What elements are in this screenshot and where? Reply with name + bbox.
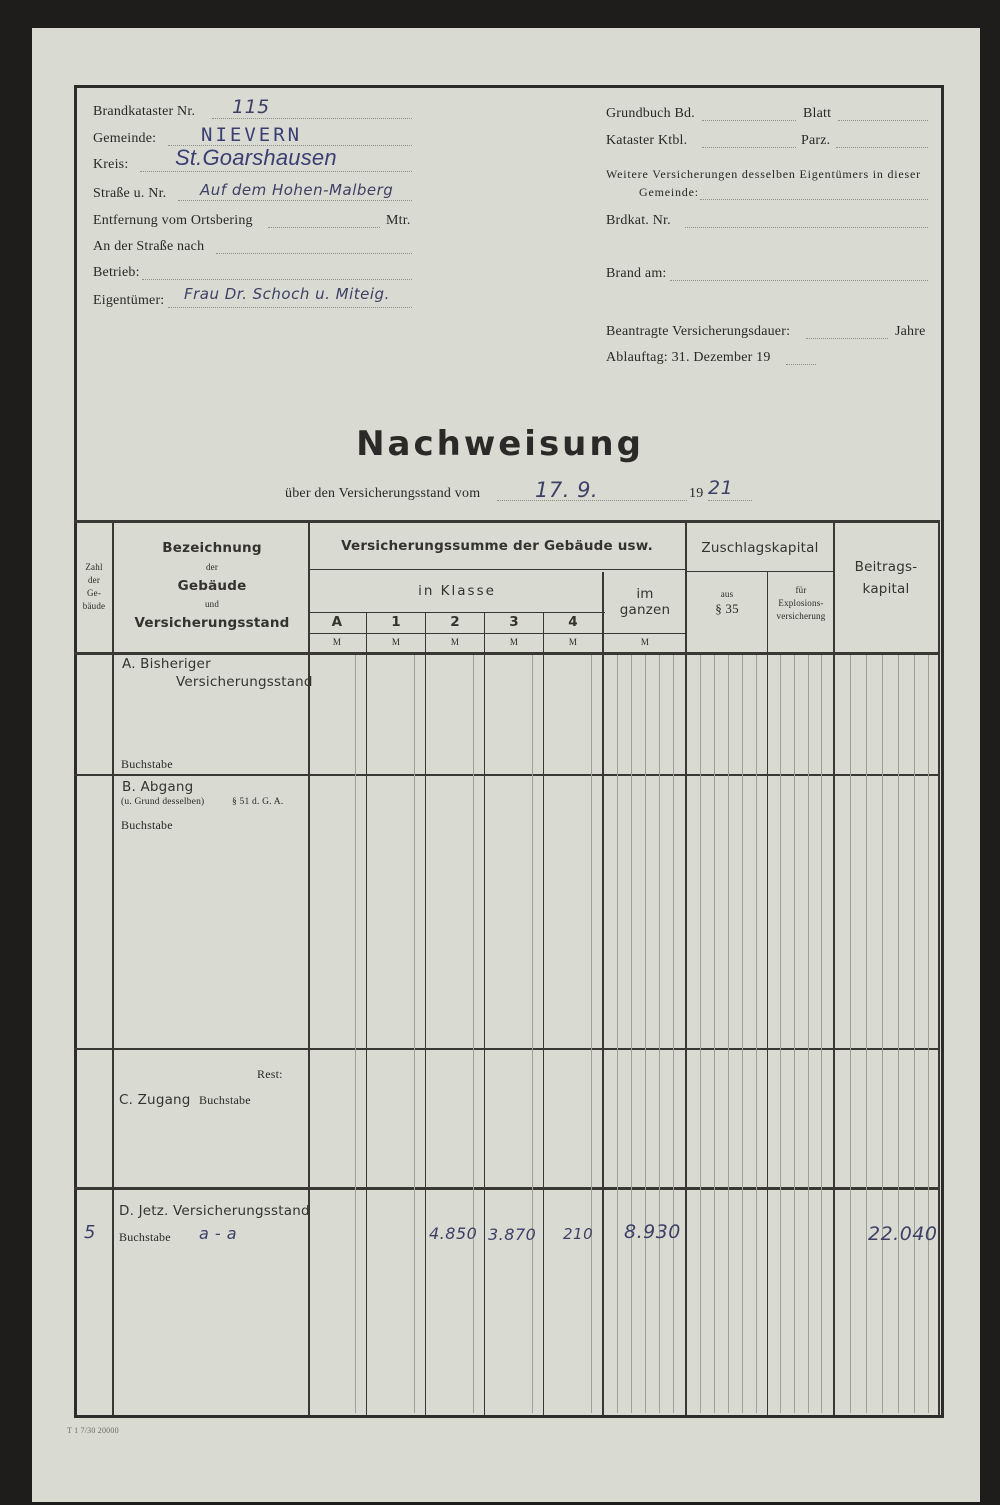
col-bez-3: Gebäude (177, 578, 247, 594)
entfernung-label: Entfernung vom Ortsbering (93, 213, 253, 228)
gemeinde-stamp: NIEVERN (201, 124, 303, 146)
col-aus-1: aus (720, 589, 734, 599)
strasse-label: Straße u. Nr. (93, 186, 167, 201)
col-klasse-a: A (331, 614, 343, 630)
row-d-klasse-2: 4.850 (429, 1224, 478, 1243)
col-zahl-3: Ge- (86, 588, 102, 598)
col-bez-5: Versicherungsstand (134, 615, 290, 631)
eigentuemer-value: Frau Dr. Schoch u. Miteig. (184, 285, 390, 303)
unit-a: M (332, 637, 342, 647)
subtitle-label: über den Versicherungsstand vom (285, 486, 481, 501)
col-ganzen-1: im (636, 586, 654, 602)
unit-ganzen: M (640, 637, 650, 647)
row-d-beitrag: 22.040 (868, 1223, 938, 1245)
col-klasse: in Klasse (418, 583, 496, 599)
jahre-label: Jahre (895, 324, 926, 339)
weitere-label-1: Weitere Versicherungen desselben Eigentümers in dieser (606, 167, 921, 181)
unit-2: M (450, 637, 460, 647)
row-b-title: B. Abgang (122, 779, 194, 795)
grundbuch-label: Grundbuch Bd. (606, 106, 695, 121)
col-zahl-1: Zahl (85, 562, 103, 572)
row-c-buchstabe: Buchstabe (199, 1093, 251, 1107)
col-bez-4: und (204, 599, 220, 609)
page-title: Nachweisung (356, 424, 644, 464)
brandkataster-value: 115 (232, 96, 270, 118)
parz-label: Parz. (801, 133, 831, 148)
col-klasse-3: 3 (509, 614, 519, 630)
row-rest: Rest: (257, 1067, 283, 1081)
col-klasse-1: 1 (391, 614, 401, 630)
blatt-label: Blatt (803, 106, 832, 121)
dauer-label: Beantragte Versicherungsdauer: (606, 324, 791, 339)
col-beitrag-1: Beitrags- (854, 559, 918, 575)
kataster-label: Kataster Ktbl. (606, 133, 688, 148)
row-a-buchstabe: Buchstabe (121, 757, 173, 771)
weitere-label-2: Gemeinde: (639, 185, 699, 199)
row-d-ganzen: 8.930 (624, 1221, 681, 1243)
brdkat-label: Brdkat. Nr. (606, 213, 671, 228)
col-beitrag-2: kapital (862, 581, 910, 597)
col-aus-2: § 35 (715, 601, 739, 616)
col-klasse-4: 4 (568, 614, 578, 630)
brandkataster-label: Brandkataster Nr. (93, 104, 196, 119)
subtitle-year: 21 (708, 477, 734, 499)
row-d-klasse-3: 3.870 (488, 1225, 537, 1244)
kreis-stamp: St.Goarshausen (175, 145, 337, 170)
subtitle-date: 17. 9. (535, 478, 599, 502)
betrieb-label: Betrieb: (93, 265, 140, 280)
col-ganzen-2: ganzen (619, 602, 671, 618)
entfernung-unit: Mtr. (386, 213, 411, 228)
row-d-zahl: 5 (84, 1222, 96, 1243)
footer-code: T 1 7/30 20000 (67, 1426, 119, 1435)
row-b-para: § 51 d. G. A. (232, 797, 284, 807)
col-expl-1: für (795, 585, 807, 595)
row-a-title-1: A. Bisheriger (122, 656, 211, 672)
col-zahl-4: bäude (82, 601, 106, 611)
col-expl-3: versicherung (776, 611, 826, 621)
col-bez-2: der (205, 562, 219, 572)
an-der-strasse-label: An der Straße nach (93, 239, 205, 254)
brand-label: Brand am: (606, 266, 667, 281)
strasse-value: Auf dem Hohen-Malberg (200, 181, 394, 199)
kreis-label: Kreis: (93, 157, 129, 172)
col-zahl-2: der (87, 575, 101, 585)
col-klasse-2: 2 (450, 614, 460, 630)
row-b-buchstabe: Buchstabe (121, 818, 173, 832)
row-c-title: C. Zugang (119, 1092, 191, 1108)
subtitle-year-prefix: 19 (689, 486, 704, 501)
row-d-title: D. Jetz. Versicherungsstand (119, 1203, 310, 1219)
col-bez-1: Bezeichnung (162, 540, 262, 556)
unit-3: M (509, 637, 519, 647)
unit-1: M (391, 637, 401, 647)
row-d-buchstabe-value: a - a (199, 1224, 238, 1243)
unit-4: M (568, 637, 578, 647)
col-zuschlag: Zuschlagskapital (701, 540, 819, 556)
row-d-buchstabe: Buchstabe (119, 1230, 171, 1244)
col-summe: Versicherungssumme der Gebäude usw. (341, 538, 653, 554)
ablauf-label: Ablauftag: 31. Dezember 19 (606, 350, 771, 365)
eigentuemer-label: Eigentümer: (93, 293, 165, 308)
row-b-sub: (u. Grund desselben) (121, 797, 205, 807)
row-d-klasse-4: 210 (563, 1225, 594, 1243)
gemeinde-label: Gemeinde: (93, 131, 157, 146)
col-expl-2: Explosions- (778, 598, 824, 608)
row-a-title-2: Versicherungsstand (176, 674, 313, 690)
